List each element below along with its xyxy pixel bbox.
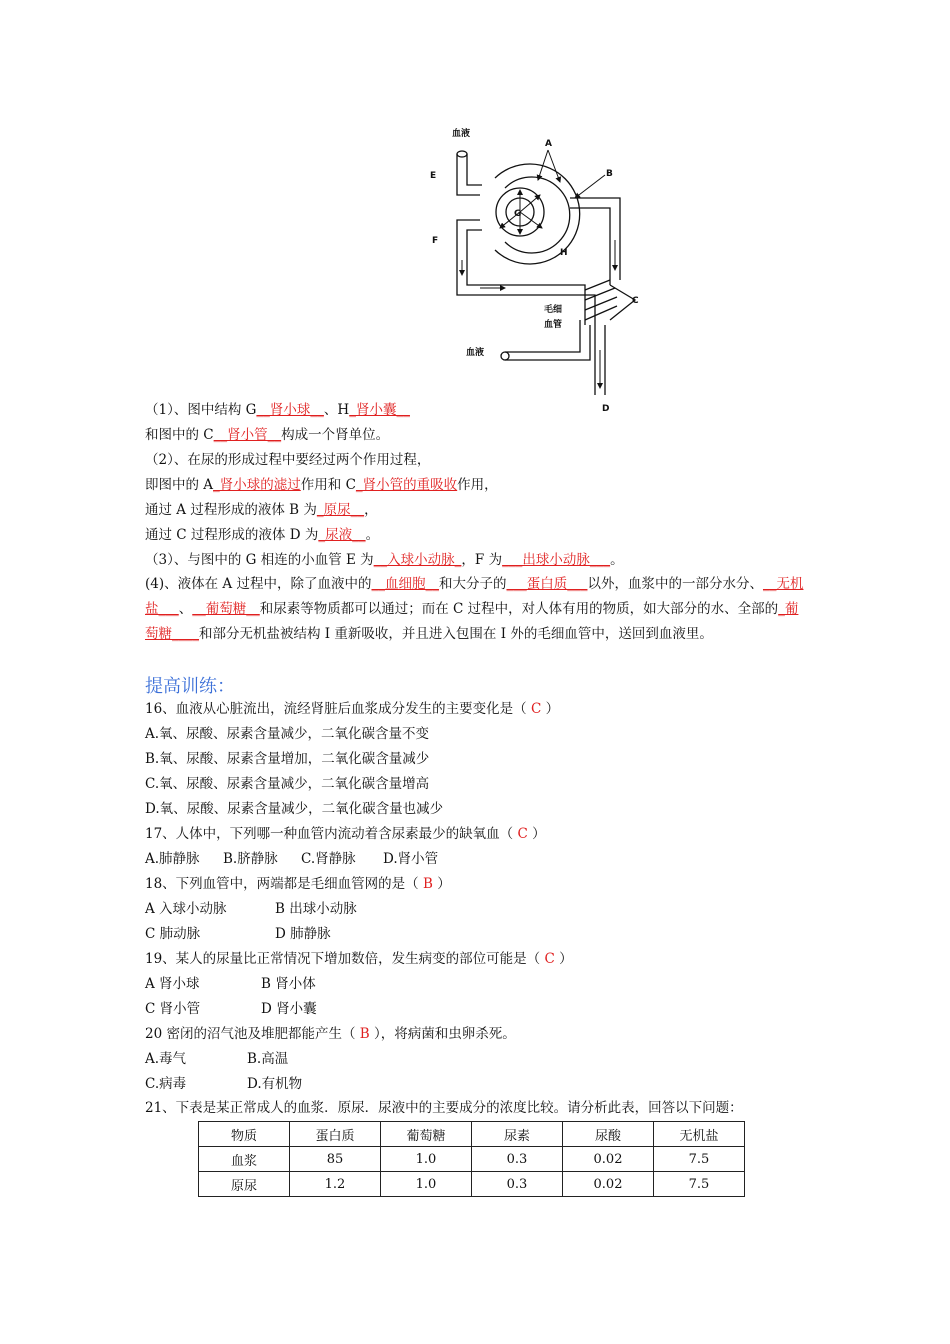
q4-text-b: 和大分子的 <box>438 576 507 592</box>
q4-answer-5: _葡萄糖____ <box>145 601 799 642</box>
nephron-diagram <box>420 120 650 420</box>
q16-option-b: B.氧、尿酸、尿素含量增加，二氧化碳含量减少 <box>145 751 430 767</box>
q18-option-b: B 出球小动脉 <box>275 901 357 917</box>
q4-text-c: 以外，血浆中的一部分水分、 <box>587 576 763 592</box>
q20-option-c: C.病毒 <box>145 1076 187 1092</box>
table-cell: 1.0 <box>381 1147 472 1172</box>
q19-stem-close: ） <box>559 951 573 967</box>
q1-text-a: （1）、图中结构 G <box>145 402 257 418</box>
table-header-cell: 尿素 <box>472 1122 563 1147</box>
q16-option-a: A.氧、尿酸、尿素含量减少，二氧化碳含量不变 <box>145 726 430 742</box>
q4-answer-3: __无机盐___ <box>145 576 804 617</box>
table-cell: 1.2 <box>290 1172 381 1197</box>
section-heading: 提高训练： <box>145 676 235 697</box>
q18-option-c: C 肺动脉 <box>145 926 201 942</box>
q18-option-a: A 入球小动脉 <box>145 901 227 917</box>
q17-stem-text: 17、人体中，下列哪一种血管内流动着含尿素最少的缺氧血（ <box>145 826 514 842</box>
q3-text-c: 。 <box>610 552 624 568</box>
table-header-cell: 葡萄糖 <box>381 1122 472 1147</box>
diagram-label-e: E <box>430 171 437 181</box>
table-cell: 0.3 <box>472 1172 563 1197</box>
table-cell: 7.5 <box>654 1172 745 1197</box>
q1-line-2 <box>145 426 389 444</box>
q20-options-row-2 <box>145 1075 302 1093</box>
q2-line-4 <box>145 526 379 544</box>
q18-stem <box>145 875 451 893</box>
nephron-diagram-svg <box>420 120 650 420</box>
q2-answer-a: _肾小球的滤过 <box>213 477 301 493</box>
q18-stem-close: ） <box>437 876 451 892</box>
table-row <box>199 1147 745 1172</box>
table-header-cell: 蛋白质 <box>290 1122 381 1147</box>
q18-option-d: D 肺静脉 <box>275 926 331 942</box>
q2-answer-d: _尿液__ <box>318 527 366 543</box>
q20-option-a: A.毒气 <box>145 1051 187 1067</box>
q2-line-1: （2）、在尿的形成过程中要经过两个作用过程， <box>145 452 431 468</box>
diagram-label-d: D <box>602 404 610 414</box>
table-cell: 1.0 <box>381 1172 472 1197</box>
q2-answer-c: _肾小管的重吸收 <box>355 477 458 493</box>
table-header-cell: 尿酸 <box>563 1122 654 1147</box>
q20-option-d: D.有机物 <box>247 1076 303 1092</box>
table-header-cell: 无机盐 <box>654 1122 745 1147</box>
q3-answer-e: __入球小动脉_ <box>373 552 462 568</box>
q4-answer-4: __葡萄糖__ <box>192 601 260 617</box>
q4-answer-1: __血细胞__ <box>371 576 439 592</box>
diagram-label-a: A <box>545 139 552 149</box>
q4-answer-2: ___蛋白质___ <box>506 576 588 592</box>
table-cell: 血浆 <box>199 1147 290 1172</box>
q18-options-row-1 <box>145 900 357 918</box>
q20-stem <box>145 1025 516 1043</box>
q17-options <box>145 850 438 868</box>
q19-stem <box>145 950 573 968</box>
q17-stem-close: ） <box>532 826 546 842</box>
q18-answer: B <box>422 876 433 892</box>
diagram-label-capillary-2: 血管 <box>544 320 563 330</box>
q17-option-c: C.肾静脉 <box>301 851 356 867</box>
q19-options-row-2 <box>145 1000 317 1018</box>
q1-text-b: 、H <box>323 402 350 418</box>
q16-option-d: D.氧、尿酸、尿素含量减少，二氧化碳含量也减少 <box>145 801 444 817</box>
q4-text-f: 和部分无机盐被结构 I 重新吸收，并且进入包围在 I 外的毛细血管中，送回到血液里。 <box>199 626 713 642</box>
table-cell: 7.5 <box>654 1147 745 1172</box>
q20-stem-text: 20 密闭的沼气池及堆肥都能产生（ <box>145 1026 356 1042</box>
diagram-label-blood-top: 血液 <box>452 129 471 139</box>
diagram-label-g: G <box>514 209 522 219</box>
q17-option-d: D.肾小管 <box>383 851 439 867</box>
q19-answer: C <box>544 951 555 967</box>
q2-answer-b: _原尿__ <box>316 502 365 518</box>
q1-answer-g: __肾小球__ <box>256 402 324 418</box>
table-cell: 0.02 <box>563 1172 654 1197</box>
table-cell: 0.3 <box>472 1147 563 1172</box>
q1-text-c: 和图中的 C <box>145 427 214 443</box>
diagram-label-c: C <box>632 296 639 306</box>
diagram-label-b: B <box>606 169 613 179</box>
diagram-label-f: F <box>432 236 439 246</box>
q20-stem-close: ），将病菌和虫卵杀死。 <box>374 1026 516 1042</box>
q16-option-c: C.氧、尿酸、尿素含量减少，二氧化碳含量增高 <box>145 776 430 792</box>
diagram-label-blood-bottom: 血液 <box>466 348 485 358</box>
table-cell: 85 <box>290 1147 381 1172</box>
q2-text-b: 作用和 C <box>300 477 356 493</box>
table-cell: 原尿 <box>199 1172 290 1197</box>
concentration-table <box>198 1121 745 1197</box>
diagram-label-capillary-1: 毛细 <box>544 305 563 315</box>
q4-text-d: 、 <box>178 601 193 617</box>
table-header-cell: 物质 <box>199 1122 290 1147</box>
q1-text-d: 构成一个肾单位。 <box>281 427 390 443</box>
q1-line-1 <box>145 401 410 419</box>
q2-text-f: 通过 C 过程形成的液体 D 为 <box>145 527 319 543</box>
q2-text-e: ， <box>364 502 378 518</box>
q4-text-a: (4)、液体在 A 过程中，除了血液中的 <box>145 576 372 592</box>
q2-text-c: 作用， <box>457 477 498 493</box>
q3-text-a: （3）、与图中的 G 相连的小血管 E 为 <box>145 552 374 568</box>
q21-stem: 21、下表是某正常成人的血浆．原尿．尿液中的主要成分的浓度比较。请分析此表，回答以下问题： <box>145 1100 743 1116</box>
q2-text-a: 即图中的 A <box>145 477 214 493</box>
q4-paragraph <box>145 572 810 647</box>
q16-stem-text: 16、血液从心脏流出，流经肾脏后血浆成分发生的主要变化是（ <box>145 701 527 717</box>
q19-option-b: B 肾小体 <box>261 976 316 992</box>
q16-stem-close: ） <box>545 701 560 717</box>
q2-text-d: 通过 A 过程形成的液体 B 为 <box>145 502 317 518</box>
q3-line <box>145 551 624 569</box>
q16-answer: C <box>530 701 542 717</box>
q17-option-b: B.脐静脉 <box>223 851 278 867</box>
q1-answer-c: __肾小管__ <box>213 427 282 443</box>
q19-option-c: C 肾小管 <box>145 1001 201 1017</box>
q2-line-2 <box>145 476 498 494</box>
q4-text-e: 和尿素等物质都可以通过；而在 C 过程中，对人体有用的物质，如大部分的水、全部的 <box>259 601 779 617</box>
q19-stem-text: 19、某人的尿量比正常情况下增加数倍，发生病变的部位可能是（ <box>145 951 541 967</box>
q18-options-row-2 <box>145 925 331 943</box>
q1-answer-h: _肾小囊__ <box>349 402 410 418</box>
table-row <box>199 1172 745 1197</box>
q16-stem <box>145 700 559 718</box>
q19-options-row-1 <box>145 975 316 993</box>
diagram-label-h: H <box>560 248 568 258</box>
q17-answer: C <box>517 826 528 842</box>
q19-option-a: A 肾小球 <box>145 976 200 992</box>
q17-stem <box>145 825 546 843</box>
q18-stem-text: 18、下列血管中，两端都是毛细血管网的是（ <box>145 876 419 892</box>
q17-option-a: A.肺静脉 <box>145 851 200 867</box>
q20-options-row-1 <box>145 1050 288 1068</box>
table-header-row <box>199 1122 745 1147</box>
q20-option-b: B.高温 <box>247 1051 289 1067</box>
q3-text-b: ，F 为 <box>461 552 503 568</box>
q2-line-3 <box>145 501 378 519</box>
q20-answer: B <box>359 1026 370 1042</box>
q19-option-d: D 肾小囊 <box>261 1001 317 1017</box>
table-cell: 0.02 <box>563 1147 654 1172</box>
q2-text-g: 。 <box>365 527 380 543</box>
q3-answer-f: ___出球小动脉___ <box>502 552 611 568</box>
